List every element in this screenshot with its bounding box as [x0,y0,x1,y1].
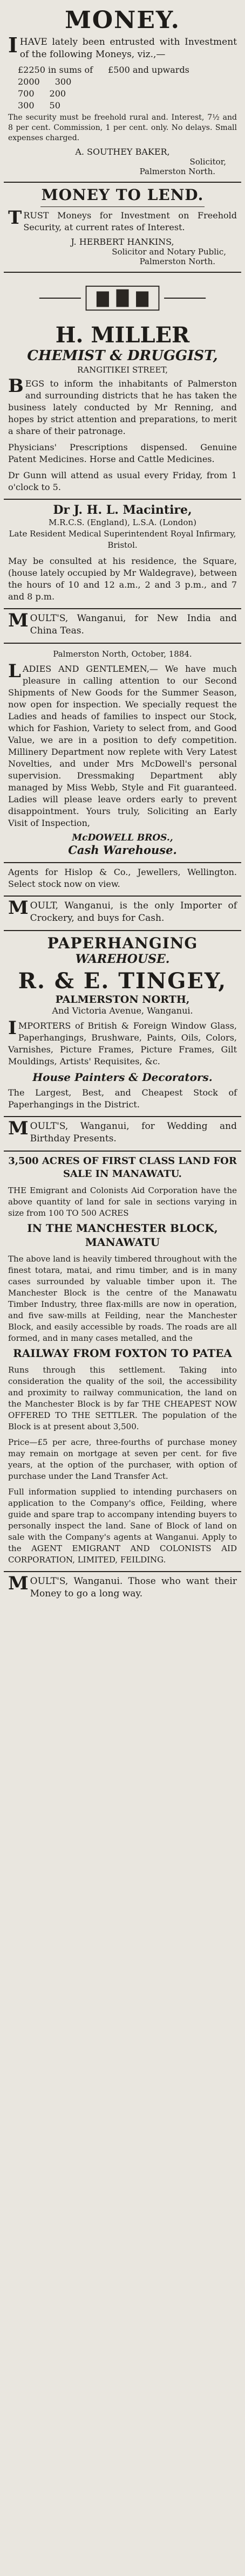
money-terms: The security must be freehold rural and. Interest, 7½ and 8 per cent. Commission, 1 per cent. only. No delays. Small expenses charged. [8,113,237,142]
moult-crockery-body: OULT, Wanganui, is the only Importer of Crockery, and buys for Cash. [30,900,237,924]
miller-trade: CHEMIST & DRUGGIST, [27,348,218,364]
drop-cap: B [8,375,24,397]
money-advertisement [4,2,241,183]
miller-note-doctor: Dr Gunn will attend as usual every Friday, from 1 o'clock to 5. [8,470,237,492]
money-lead [8,33,237,61]
tingey-subheading: WAREHOUSE. [75,952,170,966]
moult-money-body: OULT'S, Wanganui. Those who want their Money to go a long way. [30,1576,237,1599]
drop-cap: L [8,660,21,682]
rate-cell: 300 [55,77,72,87]
pharmacy-emblem-icon [8,280,237,316]
moult-crockery-text [8,897,237,925]
miller-name: H. MILLER [55,322,190,348]
miller-text: EGS to inform the inhabitants of Palmerston and surrounding districts that he has taken the business lately conducted by Mr Renning, and hopes by strict attention and preparations, to merit a share of their patronage. [8,378,237,436]
miller-note-prescriptions: Physicians' Prescriptions dispensed. Genuine Patent Medicines. Horse and Cattle Medicines. [8,442,237,464]
signature-role: Solicitor and Notary Public, [112,247,226,257]
divider [40,206,205,207]
rate-row [18,100,237,112]
moult-teas-body: OULT'S, Wanganui, for New India and China Teas. [30,613,237,636]
tingey-heading: PAPERHANGING [47,934,198,952]
moult-presents-text [8,1120,237,1145]
drop-cap: I [8,1017,17,1039]
rate-row [18,76,237,88]
mcdowell-advertisement [4,644,241,863]
hislop-advertisement [4,863,241,897]
miller-advertisement [4,273,241,500]
signature-name: A. SOUTHEY BAKER, [75,147,170,157]
moult-money-text [8,1575,237,1600]
rate-cell: £500 and upwards [108,65,189,75]
money-to-lend-heading: MONEY TO LEND. [41,186,204,204]
rate-row [18,88,237,100]
rate-row [18,64,237,76]
drop-cap: M [8,1118,29,1139]
mcdowell-text: ADIES AND GENTLEMEN,— We have much pleasure in calling attention to our Second Shipments of New Goods for the Summer Season, now open for inspection. We specially request the Ladies and heads of families to inspect our Stock, which for Fashion, Variety to select from, and Good Value, we are in a position to defy competition. Millinery Department now replete with Very Latest Novelties, and under Mrs McDowell's personal supervision. Dressmaking Department ably managed by Miss Webb, Style and Fit guaranteed. Ladies will please leave orders early to prevent disappointment. Yours truly, Soliciting an Early Visit of Inspection, [8,664,237,828]
land-heading: 3,500 ACRES OF FIRST CLASS LAND FOR SALE IN MANAWATU. [8,1155,237,1180]
land-paragraph-4: Full information supplied to intending purchasers on application to the Company's office, Feilding, where guide and spare trap to accompany intending buyers to personally inspect the land. Sane of Block of land on sale with the Company's agents at Wanganui. Apply to the AGENT EMIGRANT AND COLONISTS AID CORPORATION, LIMITED, FEILDING. [8,1487,237,1565]
mcdowell-body [8,660,237,829]
moult-crockery-advertisement [4,897,241,931]
land-block: IN THE MANCHESTER BLOCK, MANAWATU [27,1222,218,1249]
drop-cap: M [8,897,29,919]
money-to-lend-body [8,207,237,233]
rate-cell: 50 [49,100,60,111]
hislop-text: Agents for Hislop & Co., Jewellers, Wellington. Select stock now on view. [8,867,237,889]
land-intro: THE Emigrant and Colonists Aid Corporation have the above quantity of land for sale in sections varying in size from 100 TO 500 ACRES [8,1186,237,1218]
miller-street: RANGITIKEI STREET, [77,365,168,375]
doctor-qualifications: M.R.C.S. (England), L.S.A. (London) [49,518,196,527]
drop-cap: I [8,33,18,57]
doctor-advertisement [4,500,241,609]
land-paragraph-3: Price—£5 per acre, three-fourths of purchase money may remain on mortgage at seven per cent. for five years, at the option of the purchaser, with option of purchase under the Land Transfer Act. [8,1437,237,1481]
rate-cell: 2000 [18,77,40,87]
drop-cap: T [8,207,22,229]
tingey-name: R. & E. TINGEY, [18,968,227,994]
miller-body [8,375,237,437]
land-advertisement [4,1152,241,1572]
drop-cap: M [8,610,29,631]
land-railway: RAILWAY FROM FOXTON TO PATEA [13,1347,232,1360]
signature-town: Palmerston North. [139,257,215,266]
money-to-lend-advertisement [4,183,241,273]
mcdowell-dateline: Palmerston North, October, 1884. [53,649,192,659]
doctor-name: Dr J. H. L. Macintire, [53,503,192,517]
money-lead-text: HAVE lately been entrusted with Investment of the following Moneys, viz.,— [19,37,237,60]
rate-cell: 700 [18,88,35,99]
moult-teas-text [8,612,237,637]
money-to-lend-text: RUST Moneys for Investment on Freehold Security, at current rates of Interest. [23,210,237,232]
moult-teas-advertisement [4,609,241,644]
drop-cap: M [8,1573,29,1594]
tingey-text: MPORTERS of British & Foreign Window Glass, Paperhangings, Brushware, Paints, Oils, Colors, Varnishes, Picture Frames, Picture Frames, Gilt Mouldings, Artists' Requisites, &c. [8,1021,237,1066]
signature-town: Palmerston North. [139,167,215,176]
signature-role: Solicitor, [189,157,226,167]
tingey-town-second: And Victoria Avenue, Wanganui. [52,1005,193,1016]
moult-presents-body: OULT'S, Wanganui, for Wedding and Birthday Presents. [30,1121,237,1144]
moult-presents-advertisement [4,1117,241,1152]
tingey-advertisement [4,931,241,1117]
newspaper-column [4,0,241,1608]
doctor-body: May be consulted at his residence, the Square, (house lately occupied by Mr Waldegrave), between the hours of 10 and 12 a.m., 2 and 3 p.m., and 7 and 8 p.m. [8,556,237,602]
rate-cell: 200 [49,88,66,99]
money-rates [18,64,237,112]
tingey-body [8,1017,237,1067]
mcdowell-firm: McDOWELL BROS., [72,832,173,843]
rate-cell: £2250 in sums of [18,65,93,75]
mcdowell-warehouse: Cash Warehouse. [68,843,177,857]
doctor-post: Late Resident Medical Superintendent Royal Infirmary, Bristol. [9,529,236,550]
land-paragraph-1: The above land is heavily timbered throughout with the finest totara, matai, and rimu timber, and is in many cases surrounded by valuable timber upon it. The Manchester Block is the centre of the Manawatu Timber Industry, three flax-mills are now in operation, and five saw-mills at Feilding, near the Manchester Block, and easily accessible by roads. The roads are all formed, and in many cases metalled, and the [8,1254,237,1343]
moult-money-advertisement [4,1572,241,1606]
money-heading: MONEY. [65,6,180,34]
land-paragraph-2: Runs through this settlement. Taking into consideration the quality of the soil, the accessibility and proximity to railway communication, the land on the Manchester Block is by far THE CHEAPEST NOW OFFERED TO THE SETTLER. The population of the Block is at present about 3,500. [8,1365,237,1431]
signature-name: J. HERBERT HANKINS, [71,237,174,247]
tingey-town: PALMERSTON NORTH, [55,994,190,1005]
tingey-stock: The Largest, Best, and Cheapest Stock of Paperhangings in the District. [8,1087,237,1110]
rate-cell: 300 [18,100,35,111]
tingey-trade: House Painters & Decorators. [32,1071,213,1084]
